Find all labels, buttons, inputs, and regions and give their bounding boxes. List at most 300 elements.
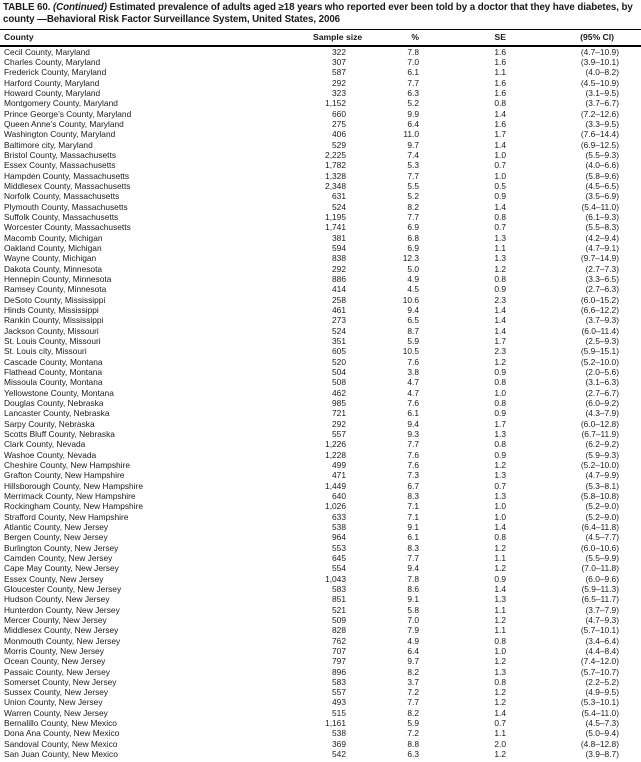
percent-cell: 4.9: [407, 635, 419, 646]
table-row: [0, 119, 641, 129]
table-row: [0, 253, 641, 263]
spacer-cell: [619, 728, 641, 738]
se-cell: 1.7: [494, 129, 506, 140]
county-cell: Cecil County, Maryland: [4, 46, 90, 57]
percent-cell: 7.2: [407, 687, 419, 698]
spacer-cell: [619, 284, 641, 294]
table-row: [0, 171, 641, 181]
percent-cell: 5.0: [407, 263, 419, 274]
se-cell: 1.2: [494, 542, 506, 553]
sample-size-cell: 461: [332, 305, 346, 316]
sample-size-cell: 851: [332, 594, 346, 605]
se-cell: 1.2: [494, 614, 506, 625]
ci-cell: (4.0–6.6): [585, 160, 619, 171]
ci-cell: (4.5–7.7): [585, 532, 619, 543]
spacer-cell: [619, 67, 641, 77]
percent-cell: 4.9: [407, 274, 419, 285]
se-cell: 1.6: [494, 57, 506, 68]
county-cell: Passaic County, New Jersey: [4, 666, 110, 677]
table-row: [0, 78, 641, 88]
table-row: [0, 512, 641, 522]
ci-cell: (5.3–10.1): [580, 697, 619, 708]
percent-cell: 8.3: [407, 542, 419, 553]
sample-size-cell: 964: [332, 532, 346, 543]
percent-cell: 8.2: [407, 201, 419, 212]
county-cell: Harford County, Maryland: [4, 77, 100, 88]
percent-cell: 3.8: [407, 366, 419, 377]
se-cell: 1.0: [494, 645, 506, 656]
ci-cell: (4.2–9.4): [585, 232, 619, 243]
se-cell: 1.4: [494, 583, 506, 594]
se-cell: 2.3: [494, 294, 506, 305]
county-cell: Sussex County, New Jersey: [4, 687, 109, 698]
ci-cell: (9.7–14.9): [580, 253, 619, 264]
table-row: [0, 357, 641, 367]
col-header-sample-size: Sample size: [300, 29, 346, 46]
percent-cell: 5.2: [407, 191, 419, 202]
table-row: [0, 419, 641, 429]
county-cell: Hudson County, New Jersey: [4, 594, 110, 605]
se-cell: 1.1: [494, 552, 506, 563]
county-cell: Grafton County, New Hampshire: [4, 470, 125, 481]
ci-cell: (6.6–12.2): [580, 305, 619, 316]
continued-label: (Continued): [53, 2, 107, 13]
percent-cell: 7.7: [407, 552, 419, 563]
sample-size-cell: 369: [332, 738, 346, 749]
table-row: [0, 57, 641, 67]
spacer-cell: [619, 243, 641, 253]
ci-cell: (5.2–9.0): [585, 501, 619, 512]
table-row: [0, 481, 641, 491]
col-header-ci: (95% CI): [506, 29, 619, 46]
se-cell: 1.2: [494, 263, 506, 274]
table-row: [0, 212, 641, 222]
percent-cell: 5.5: [407, 181, 419, 192]
spacer-cell: [619, 212, 641, 222]
se-cell: 2.3: [494, 346, 506, 357]
county-cell: Douglas County, Nebraska: [4, 397, 104, 408]
spacer-cell: [619, 512, 641, 522]
percent-cell: 6.4: [407, 645, 419, 656]
percent-cell: 7.7: [407, 697, 419, 708]
spacer-cell: [619, 171, 641, 181]
county-cell: Worcester County, Massachusetts: [4, 222, 131, 233]
sample-size-cell: 524: [332, 325, 346, 336]
spacer-cell: [619, 109, 641, 119]
spacer-cell: [619, 78, 641, 88]
spacer-cell: [619, 57, 641, 67]
table-row: [0, 718, 641, 728]
percent-cell: 6.5: [407, 315, 419, 326]
table-body: [0, 46, 641, 760]
table-row: [0, 377, 641, 387]
sample-size-cell: 553: [332, 542, 346, 553]
table-row: [0, 646, 641, 656]
ci-cell: (6.2–9.2): [585, 439, 619, 450]
percent-cell: 8.7: [407, 325, 419, 336]
percent-cell: 6.3: [407, 749, 419, 760]
county-cell: St. Louis County, Missouri: [4, 336, 101, 346]
sample-size-cell: 381: [332, 232, 346, 243]
spacer-cell: [619, 388, 641, 398]
se-cell: 0.8: [494, 377, 506, 388]
se-cell: 0.8: [494, 274, 506, 285]
sample-size-cell: 583: [332, 676, 346, 687]
ci-cell: (5.7–10.7): [580, 666, 619, 677]
ci-cell: (5.4–11.0): [581, 201, 619, 212]
county-cell: Oakland County, Michigan: [4, 243, 102, 254]
sample-size-cell: 838: [332, 253, 346, 264]
percent-cell: 5.8: [407, 604, 419, 615]
ci-cell: (5.9–9.3): [585, 449, 619, 460]
se-cell: 1.7: [494, 336, 506, 346]
ci-cell: (4.5–10.9): [580, 77, 619, 88]
spacer-cell: [619, 202, 641, 212]
ci-cell: (3.1–6.3): [585, 377, 619, 388]
sample-size-cell: 292: [332, 418, 346, 429]
se-cell: 0.7: [494, 160, 506, 171]
se-cell: 0.8: [494, 676, 506, 687]
col-header-percent: %: [346, 29, 419, 46]
se-cell: 1.3: [494, 428, 506, 439]
sample-size-cell: 258: [332, 294, 346, 305]
table-row: [0, 429, 641, 439]
county-cell: Hinds County, Mississippi: [4, 305, 99, 316]
table-row: [0, 295, 641, 305]
county-cell: Queen Anne’s County, Maryland: [4, 119, 124, 130]
table-row: [0, 574, 641, 584]
county-cell: Cheshire County, New Hampshire: [4, 459, 130, 470]
spacer-cell: [619, 450, 641, 460]
table-row: [0, 553, 641, 563]
ci-cell: (4.4–8.4): [585, 645, 619, 656]
sample-size-cell: 985: [332, 397, 346, 408]
spacer-cell: [619, 439, 641, 449]
se-cell: 1.2: [494, 697, 506, 708]
ci-cell: (5.2–10.0): [580, 459, 619, 470]
percent-cell: 10.6: [402, 294, 419, 305]
percent-cell: 9.7: [407, 656, 419, 667]
se-cell: 1.0: [494, 501, 506, 512]
sample-size-cell: 414: [332, 284, 346, 295]
col-header-county: County: [0, 29, 300, 46]
county-cell: Jackson County, Missouri: [4, 325, 99, 336]
county-cell: Essex County, New Jersey: [4, 573, 104, 584]
spacer-cell: [619, 233, 641, 243]
ci-cell: (4.7–9.9): [585, 470, 619, 481]
percent-cell: 8.2: [407, 707, 419, 718]
percent-cell: 6.4: [407, 119, 419, 130]
spacer-cell: [619, 481, 641, 491]
county-cell: Charles County, Maryland: [4, 57, 101, 68]
county-cell: Essex County, Massachusetts: [4, 160, 116, 171]
se-cell: 0.8: [494, 212, 506, 223]
spacer-cell: [619, 553, 641, 563]
table-row: [0, 708, 641, 718]
table-row: [0, 181, 641, 191]
county-cell: Rockingham County, New Hampshire: [4, 501, 144, 512]
ci-cell: (4.5–6.5): [585, 181, 619, 192]
spacer-cell: [619, 191, 641, 201]
county-cell: Morris County, New Jersey: [4, 645, 104, 656]
sample-size-cell: 1,782: [325, 160, 346, 171]
table-row: [0, 191, 641, 201]
ci-cell: (4.3–7.9): [585, 408, 619, 419]
table-row: [0, 140, 641, 150]
spacer-cell: [619, 718, 641, 728]
se-cell: 1.6: [494, 119, 506, 130]
spacer-cell: [619, 367, 641, 377]
percent-cell: 5.2: [407, 98, 419, 109]
sample-size-cell: 538: [332, 728, 346, 739]
sample-size-cell: 886: [332, 274, 346, 285]
table-row: [0, 88, 641, 98]
ci-cell: (4.7–9.3): [585, 614, 619, 625]
county-cell: Suffolk County, Massachusetts: [4, 212, 119, 223]
sample-size-cell: 633: [332, 511, 346, 522]
spacer-cell: [619, 326, 641, 336]
table-row: [0, 739, 641, 749]
sample-size-cell: 529: [332, 139, 346, 150]
spacer-cell: [619, 594, 641, 604]
percent-cell: 9.1: [407, 594, 419, 605]
sample-size-cell: 594: [332, 243, 346, 254]
percent-cell: 7.0: [407, 57, 419, 68]
percent-cell: 7.6: [407, 459, 419, 470]
spacer-cell: [619, 129, 641, 139]
table-row: [0, 202, 641, 212]
prevalence-table: [0, 29, 641, 760]
table-row: [0, 98, 641, 108]
percent-cell: 6.1: [407, 408, 419, 419]
percent-cell: 7.3: [407, 470, 419, 481]
sample-size-cell: 554: [332, 563, 346, 574]
se-cell: 1.3: [494, 232, 506, 243]
percent-cell: 7.6: [407, 449, 419, 460]
spacer-cell: [619, 615, 641, 625]
percent-cell: 11.0: [403, 129, 419, 140]
se-cell: 1.3: [494, 666, 506, 677]
table-row: [0, 315, 641, 325]
spacer-cell: [619, 398, 641, 408]
county-cell: Union County, New Jersey: [4, 697, 103, 708]
se-cell: 0.9: [494, 408, 506, 419]
spacer-cell: [619, 460, 641, 470]
percent-cell: 6.7: [407, 480, 419, 491]
ci-cell: (2.2–5.2): [585, 676, 619, 687]
county-cell: Somerset County, New Jersey: [4, 676, 117, 687]
ci-cell: (6.5–11.7): [581, 594, 619, 605]
spacer-cell: [619, 470, 641, 480]
table-row: [0, 677, 641, 687]
ci-cell: (6.7–11.9): [581, 428, 619, 439]
sample-size-cell: 1,043: [325, 573, 346, 584]
percent-cell: 7.2: [407, 728, 419, 739]
county-cell: Ramsey County, Minnesota: [4, 284, 107, 295]
percent-cell: 7.9: [407, 625, 419, 636]
ci-cell: (6.0–9.2): [585, 397, 619, 408]
se-cell: 1.4: [494, 305, 506, 316]
table-row: [0, 67, 641, 77]
ci-cell: (5.5–9.9): [585, 552, 619, 563]
county-cell: Yellowstone County, Montana: [4, 387, 114, 398]
ci-cell: (5.4–11.0): [581, 707, 619, 718]
percent-cell: 9.4: [407, 305, 419, 316]
sample-size-cell: 493: [332, 697, 346, 708]
ci-cell: (2.7–6.7): [585, 387, 619, 398]
percent-cell: 4.7: [407, 377, 419, 388]
sample-size-cell: 660: [332, 108, 346, 119]
county-cell: Rankin County, Mississippi: [4, 315, 104, 326]
se-cell: 1.3: [494, 594, 506, 605]
se-cell: 0.7: [494, 718, 506, 729]
spacer-cell: [619, 543, 641, 553]
county-cell: Hillsborough County, New Hampshire: [4, 480, 144, 491]
county-cell: Hunterdon County, New Jersey: [4, 604, 120, 615]
county-cell: Strafford County, New Hampshire: [4, 511, 129, 522]
sample-size-cell: 515: [332, 707, 346, 718]
county-cell: Lancaster County, Nebraska: [4, 408, 110, 419]
sample-size-cell: 1,449: [325, 480, 346, 491]
table-row: [0, 636, 641, 646]
table-row: [0, 491, 641, 501]
percent-cell: 6.1: [407, 532, 419, 543]
percent-cell: 6.9: [407, 222, 419, 233]
table-row: [0, 346, 641, 356]
spacer-cell: [619, 697, 641, 707]
spacer-cell: [619, 119, 641, 129]
se-cell: 0.9: [494, 573, 506, 584]
table-row: [0, 326, 641, 336]
percent-cell: 7.0: [407, 614, 419, 625]
se-cell: 1.0: [494, 170, 506, 181]
ci-cell: (6.4–11.8): [581, 521, 619, 532]
se-cell: 0.8: [494, 635, 506, 646]
sample-size-cell: 292: [332, 263, 346, 274]
spacer-cell: [619, 501, 641, 511]
spacer-cell: [619, 677, 641, 687]
se-cell: 1.2: [494, 749, 506, 760]
ci-cell: (5.0–9.4): [585, 728, 619, 739]
ci-cell: (3.7–6.7): [585, 98, 619, 109]
county-cell: Montgomery County, Maryland: [4, 98, 118, 109]
ci-cell: (2.7–6.3): [585, 284, 619, 295]
ci-cell: (6.0–9.6): [585, 573, 619, 584]
county-cell: Flathead County, Montana: [4, 366, 103, 377]
spacer-cell: [619, 181, 641, 191]
se-cell: 1.4: [494, 108, 506, 119]
ci-cell: (4.7–9.1): [585, 243, 619, 254]
sample-size-cell: 583: [332, 583, 346, 594]
percent-cell: 12.3: [402, 253, 419, 264]
percent-cell: 8.2: [407, 666, 419, 677]
sample-size-cell: 640: [332, 490, 346, 501]
table-row: [0, 656, 641, 666]
se-cell: 0.9: [494, 284, 506, 295]
ci-cell: (5.9–11.3): [581, 583, 619, 594]
se-cell: 1.4: [494, 325, 506, 336]
sample-size-cell: 538: [332, 521, 346, 532]
ci-cell: (6.0–11.4): [581, 325, 619, 336]
ci-cell: (3.5–6.9): [585, 191, 619, 202]
spacer-cell: [619, 708, 641, 718]
se-cell: 1.6: [494, 88, 506, 99]
county-cell: Burlington County, New Jersey: [4, 542, 119, 553]
percent-cell: 9.7: [407, 139, 419, 150]
se-cell: 2.0: [494, 738, 506, 749]
se-cell: 0.8: [494, 98, 506, 109]
table-row: [0, 305, 641, 315]
ci-cell: (3.7–9.3): [585, 315, 619, 326]
spacer-cell: [619, 377, 641, 387]
col-header-se: SE: [419, 29, 506, 46]
se-cell: 0.8: [494, 439, 506, 450]
sample-size-cell: 762: [332, 635, 346, 646]
se-cell: 1.6: [494, 46, 506, 57]
spacer-cell: [619, 687, 641, 697]
spacer-cell: [619, 140, 641, 150]
percent-cell: 8.6: [407, 583, 419, 594]
se-cell: 1.2: [494, 687, 506, 698]
ci-cell: (7.2–12.6): [580, 108, 619, 119]
ci-cell: (4.0–8.2): [585, 67, 619, 78]
county-cell: Cascade County, Montana: [4, 356, 103, 367]
percent-cell: 7.4: [407, 150, 419, 161]
sample-size-cell: 645: [332, 552, 346, 563]
se-cell: 1.4: [494, 201, 506, 212]
sample-size-cell: 1,328: [325, 170, 346, 181]
table-row: [0, 46, 641, 57]
se-cell: 1.0: [494, 511, 506, 522]
spacer-cell: [619, 305, 641, 315]
sample-size-cell: 1,228: [325, 449, 346, 460]
sample-size-cell: 275: [332, 119, 346, 130]
spacer-cell: [619, 584, 641, 594]
ci-cell: (5.2–9.0): [585, 511, 619, 522]
sample-size-cell: 351: [332, 336, 346, 346]
ci-cell: (3.3–9.5): [585, 119, 619, 130]
table-row: [0, 532, 641, 542]
sample-size-cell: 828: [332, 625, 346, 636]
spacer-cell: [619, 346, 641, 356]
ci-cell: (5.8–9.6): [585, 170, 619, 181]
ci-cell: (5.9–15.1): [580, 346, 619, 357]
county-cell: Cape May County, New Jersey: [4, 563, 119, 574]
spacer-cell: [619, 491, 641, 501]
ci-cell: (7.4–12.0): [580, 656, 619, 667]
county-cell: Gloucester County, New Jersey: [4, 583, 122, 594]
se-cell: 1.6: [494, 77, 506, 88]
ci-cell: (2.7–7.3): [585, 263, 619, 274]
county-cell: Missoula County, Montana: [4, 377, 103, 388]
percent-cell: 4.7: [407, 387, 419, 398]
sample-size-cell: 707: [332, 645, 346, 656]
ci-cell: (4.5–7.3): [585, 718, 619, 729]
spacer-cell: [619, 357, 641, 367]
percent-cell: 7.6: [407, 397, 419, 408]
sample-size-cell: 896: [332, 666, 346, 677]
ci-cell: (2.5–9.3): [585, 336, 619, 346]
county-cell: Dona Ana County, New Mexico: [4, 728, 120, 739]
county-cell: Baltimore city, Maryland: [4, 139, 93, 150]
table-row: [0, 284, 641, 294]
table-row: [0, 336, 641, 346]
county-cell: Middlesex County, New Jersey: [4, 625, 119, 636]
table-row: [0, 243, 641, 253]
table-row: [0, 129, 641, 139]
se-cell: 1.4: [494, 139, 506, 150]
table-row: [0, 460, 641, 470]
